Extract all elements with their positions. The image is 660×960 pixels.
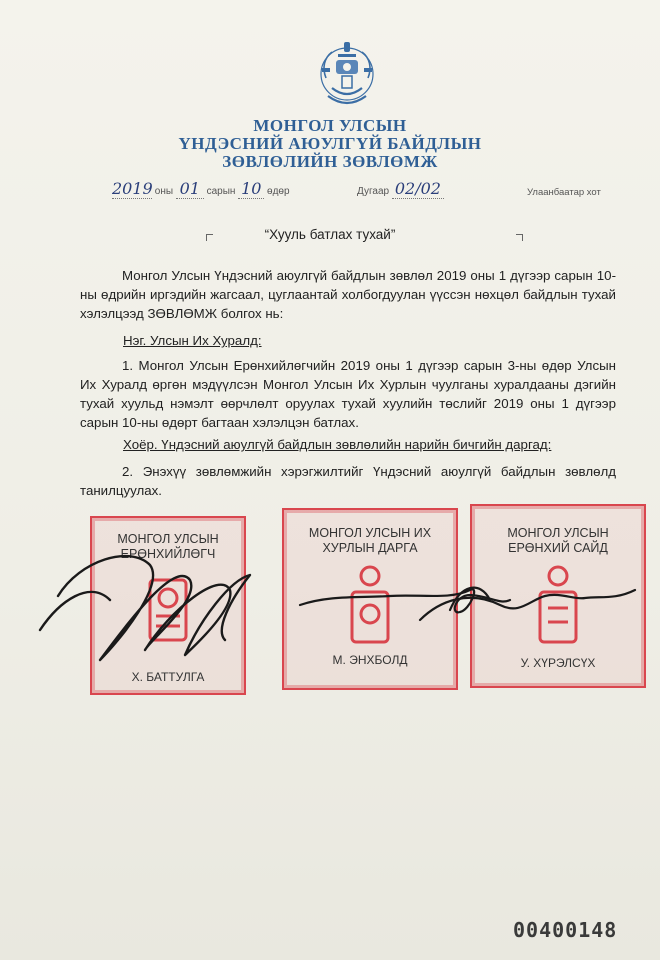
document-number: 02/02 <box>394 179 441 198</box>
city: Улаанбаатар хот <box>527 187 601 198</box>
stamp-title-line-1: МОНГОЛ УЛСЫН <box>117 532 219 546</box>
document-title: “Хууль батлах тухай” <box>264 227 396 242</box>
header-line-2: ҮНДЭСНИЙ АЮУЛГҮЙ БАЙДЛЫН <box>178 134 482 153</box>
section-2-heading: Хоёр. Үндэсний аюулгүй байдлын зөвлөлийн нарийн бичгийн даргад: <box>123 437 552 452</box>
stamp-title-line-1: МОНГОЛ УЛСЫН ИХ <box>308 526 432 540</box>
paragraph-1: Монгол Улсын Үндэсний аюулгүй байдлын зөвлөл 2019 оны 1 дүгээр сарын 10-ны өдрийн иргэдийн жагсаал, цуглаантай холбогдуулан үүссэн нөхцөл байдлын тухай хэлэлцээд ЗӨВЛӨМЖ болгох нь: <box>80 268 616 321</box>
serial-number: 00400148 <box>513 918 618 942</box>
month-label: сарын <box>206 186 236 197</box>
number-label: Дугаар <box>357 186 390 197</box>
date-day: 10 <box>241 179 262 198</box>
year-label: оны <box>154 186 174 197</box>
paragraph-3: 2. Энэхүү зөвлөмжийн хэрэгжилтийг Үндэсний аюулгүй байдлын зөвлөлд танилцуулах. <box>80 464 616 498</box>
paragraph-2: 1. Монгол Улсын Ерөнхийлөгчийн 2019 оны 1 дүгээр сарын 3-ны өдөр Улсын Их Хуралд өргөн мэдүүлсэн Монгол Улсын Их Хурлын чуулганы хуралдааны дэгийн тухай хуульд нэмэлт өөрчлөлт оруулах тухай хуулийн төслийг 2019 оны 1 дүгээр сарын 10-ны өдөрт багтаан хэлэлцэн батлах. <box>80 358 616 430</box>
header-line-3: ЗӨВЛӨЛИЙН ЗӨВЛӨМЖ <box>222 152 438 171</box>
signatory-name: Х. БАТТУЛГА <box>131 670 205 684</box>
stamp-title-line-2: ЕРӨНХИЙ САЙД <box>508 541 608 555</box>
date-year: 2019 <box>112 179 153 198</box>
signature-parliament-chair <box>300 589 510 612</box>
stamp-title-line-1: МОНГОЛ УЛСЫН <box>507 526 609 540</box>
signature-president <box>40 556 250 660</box>
header-line-1: МОНГОЛ УЛСЫН <box>253 116 407 135</box>
date-month: 01 <box>179 179 201 198</box>
signatory-name: У. ХҮРЭЛСҮХ <box>520 656 596 670</box>
signature-prime-minister <box>420 588 635 620</box>
day-label: өдөр <box>267 186 290 197</box>
stamp-title-line-2: ХУРЛЫН ДАРГА <box>322 541 418 555</box>
section-1-heading: Нэг. Улсын Их Хуралд: <box>123 333 262 348</box>
stamp-title-line-2: ЕРӨНХИЙЛӨГЧ <box>120 547 216 561</box>
signatory-name: М. ЭНХБОЛД <box>332 653 408 667</box>
